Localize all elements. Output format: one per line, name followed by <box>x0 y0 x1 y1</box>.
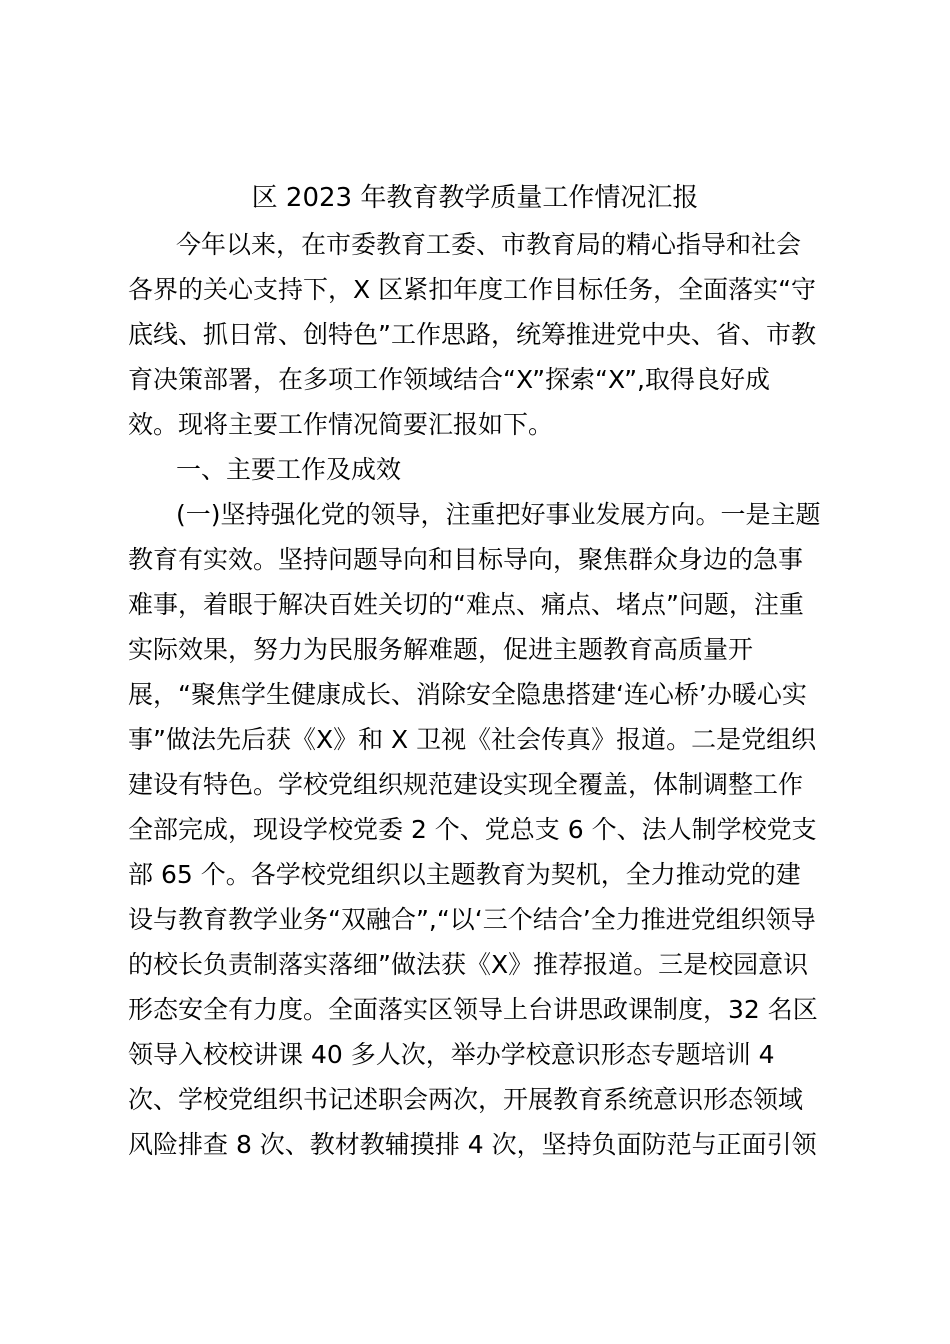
paragraph-line: 的校长负责制落实落细”做法获《X》推荐报道。三是校园意识 <box>128 950 809 979</box>
paragraph-line: 实际效果，努力为民服务解难题，促进主题教育高质量开 <box>128 635 754 664</box>
paragraph-line: 今年以来，在市委教育工委、市教育局的精心指导和社会 <box>176 230 802 259</box>
paragraph-line: 全部完成，现设学校党委 2 个、党总支 6 个、法人制学校党支 <box>128 815 817 844</box>
paragraph-line: 育决策部署，在多项工作领域结合“X”探索“X”,取得良好成 <box>128 365 770 394</box>
paragraph-line: 设与教育教学业务“双融合”,“以‘三个结合’全力推进党组织领导 <box>128 905 816 934</box>
paragraph-line: 教育有实效。坚持问题导向和目标导向，聚焦群众身边的急事 <box>128 545 804 574</box>
paragraph-line: 形态安全有力度。全面落实区领导上台讲思政课制度，32 名区 <box>128 995 818 1024</box>
paragraph-line: 底线、抓日常、创特色”工作思路，统筹推进党中央、省、市教 <box>128 320 816 349</box>
document-title: 区 2023 年教育教学质量工作情况汇报 <box>251 183 699 213</box>
paragraph-line: (一)坚持强化党的领导，注重把好事业发展方向。一是主题 <box>176 500 821 529</box>
paragraph-line: 风险排查 8 次、教材教辅摸排 4 次，坚持负面防范与正面引领 <box>128 1130 817 1159</box>
paragraph-line: 次、学校党组织书记述职会两次，开展教育系统意识形态领域 <box>128 1085 804 1114</box>
paragraph-line: 部 65 个。各学校党组织以主题教育为契机，全力推动党的建 <box>128 860 801 889</box>
paragraph-line: 展，“聚焦学生健康成长、消除安全隐患搭建‘连心桥’办暖心实 <box>128 680 807 709</box>
paragraph-line: 建设有特色。学校党组织规范建设实现全覆盖，体制调整工作 <box>128 770 804 799</box>
paragraph-line: 效。现将主要工作情况简要汇报如下。 <box>128 410 554 439</box>
paragraph-line: 各界的关心支持下，X 区紧扣年度工作目标任务，全面落实“守 <box>128 275 817 304</box>
paragraph-line: 难事，着眼于解决百姓关切的“难点、痛点、堵点”问题，注重 <box>128 590 804 619</box>
paragraph-line: 事”做法先后获《X》和 X 卫视《社会传真》报道。二是党组织 <box>128 725 817 754</box>
section-heading: 一、主要工作及成效 <box>176 455 402 484</box>
paragraph-line: 领导入校校讲课 40 多人次，举办学校意识形态专题培训 4 <box>128 1040 775 1069</box>
